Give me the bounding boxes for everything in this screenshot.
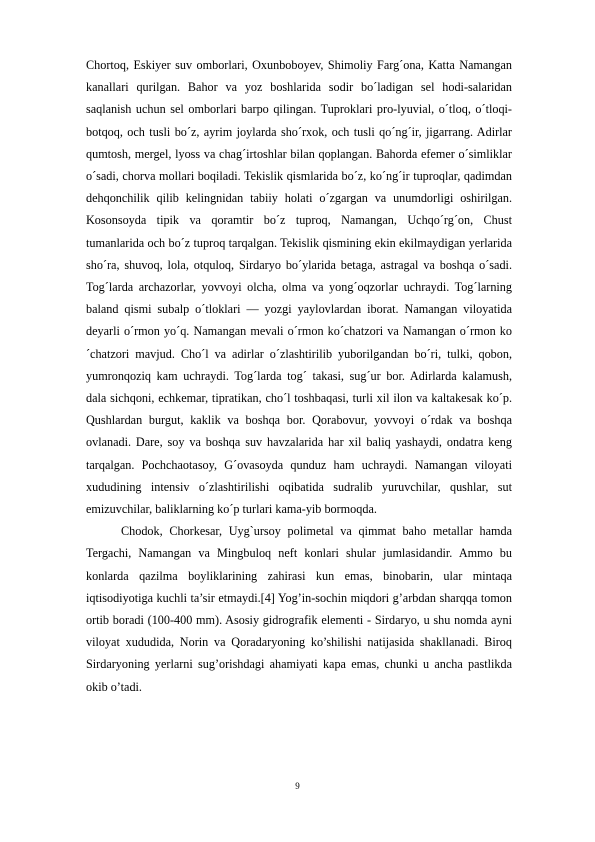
paragraph-1: Chortoq, Eskiyer suv omborlari, Oxunboboyev, Shimoliy Farg´ona, Katta Namangan kanallari qurilgan. Bahor va yoz boshlarida sodir bo´ladigan sel hodi-salaridan saqlanish uchun sel omborlari barpo qilingan. Tuproklari pro-lyuvial, o´tloq, o´tloqi-botqoq, och tusli bo´z, ayrim joylarda sho´rxok, och tusli qo´ng´ir, jigarrang. Adirlar qumtosh, mergel, lyoss va chag´irtoshlar bilan qoplangan. Bahorda efemer o´simliklar o´sadi, chorva mollari boqiladi. Tekislik qismlarida bo´z, ko´ng´ir tuproqlar, qadimdan dehqonchilik qilib kelingnidan tabiiy holati o´zgargan va unumdorligi oshirilgan. Kosonsoyda tipik va qoramtir bo´z tuproq, Namangan, Uchqo´rg´on, Chust tumanlarida och bo´z tuproq tarqalgan. Tekislik qismining ekin ekilmaydigan yerlarida sho´ra, shuvoq, lola, otquloq, Sirdaryo bo´ylarida betaga, astragal va boshqa o´sadi. Tog´larda archazorlar, yovvoyi olcha, olma va yong´oqzorlar uchraydi. Tog´larning baland qismi subalp o´tloklari — yozgi yaylovlardan iborat. Namangan viloyatida deyarli o´rmon yo´q. Namangan mevali o´rmon ko´chatzori va Namangan o´rmon ko´chatzori mavjud. Cho´l va adirlar o´zlashtirilib yuborilgandan bo´ri, tulki, qobon, yumronqoziq kam uchraydi. Tog´larda tog´ takasi, sug´ur bor. Adirlarda kalamush, dala sichqoni, echkemar, tipratikan, cho´l toshbaqasi, turli xil ilon va kaltakesak ko´p. Qushlardan burgut, kaklik va boshqa bor. Qorabovur, yovvoyi o´rdak va boshqa ovlanadi. Dare, soy va boshqa suv havzalarida har xil baliq yashaydi, ondatra keng tarqalgan. Pochchaotasoy, G´ovasoyda qunduz ham uchraydi. Namangan viloyati xududining intensiv o´zlashtirilishi oqibatida sudralib yuruvchilar, qushlar, sut emizuvchilar, baliklarning ko´p turlari kama-yib bormoqda. [86,58,512,517]
body-text [86,54,512,698]
paragraph-2: Chodok, Chorkesar, Uyg`ursoy polimetal va qimmat baho metallar hamda Tergachi, Namangan va Mingbuloq neft konlari shular jumlasidandir. Ammo bu konlarda qazilma boyliklarining zahirasi kun emas, binobarin, ular mintaqa iqtisodiyotiga kuchli ta’sir etmaydi.[4] Yog’in-sochin miqdori g’arbdan sharqqa tomon ortib boradi (100-400 mm). Asosiy gidrografik elementi - Sirdaryo, u shu nomda ayni viloyat xududida, Norin va Qoradaryoning ko’shilishi natijasida shakllanadi. Biroq Sirdaryoning yerlarni sug’orishdagi ahamiyati kapa emas, chunki u ancha pastlikda okib o’tadi. [86,524,512,694]
page-number: 9 [295,781,300,791]
